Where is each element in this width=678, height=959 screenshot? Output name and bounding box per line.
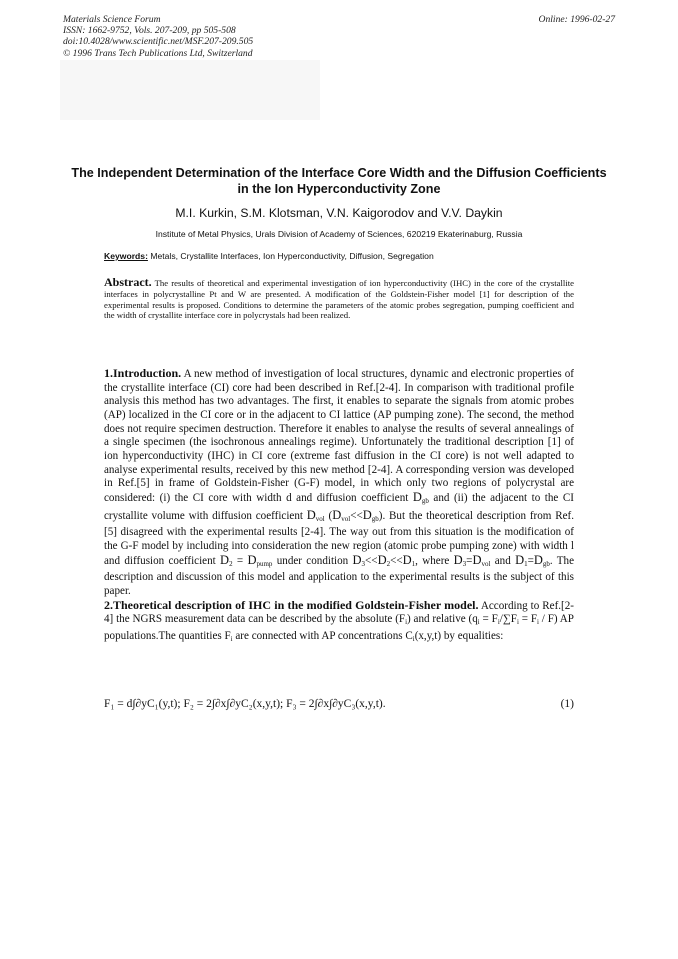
online-date: Online: 1996-02-27: [538, 14, 615, 25]
section-introduction: 1.Introduction. A new method of investigation of local structures, dynamic and electronic properties of the crystallite interface (CI) core had been described in Ref.[2-4]. In comparison with traditional profile analysis this method has two advantages. The first, it enables to separate the signals from atomic probes (AP) localized in the CI core or in the adjacent to CI lattice (AP pumping zone). The second, the method does not require specimen destruction. Therefore it enables to analyse the results of several annealings of a single specimen (the isochronous annealings regime). Unfortunately the traditional description [1] of ion hyperconductivity (IHC) in CI core (extreme fast diffusion in the CI core) is not well adapted to analyse experimental results, received by this new method [2-4]. A corresponding version was developed in Ref.[5] in frame of Goldstein-Fisher (G-F) model, in which only two regions of polycrystal are considered: (i) the CI core with width d and diffusion coefficient $D_{gb}$ and (ii) the adjacent to the CI crystallite volume with diffusion coefficient $D_{vol}$ $(D_{vol}<<D_{gb})$. But the theoretical description from Ref.[5] disagreed with the experimental results [2-4]. The way out from this situation is the modification of the G-F model by including into consideration the new region (atomic probe pumping zone) with width l and diffusion coefficient $D_2 = D_{pump}$ under condition $D_3<<D_2<<D_1$, where $D_3=D_{vol}$ and $D_1=D_{gb}$. The description and discussion of this model and application to the experimental results is the subject of this paper.: [104, 366, 575, 597]
abstract: [104, 277, 574, 321]
keywords-line: [104, 251, 434, 261]
paper-affiliation: Institute of Metal Physics, Urals Division of Academy of Sciences, 620219 Ekaterinaburg, Russia: [155, 229, 523, 239]
body-text: [104, 367, 574, 646]
paper-authors: M.I. Kurkin, S.M. Klotsman, V.N. Kaigorodov and V.V. Daykin: [175, 206, 503, 220]
keywords-label: Keywords:: [104, 251, 148, 261]
doi-line[interactable]: doi:10.4028/www.scientific.net/MSF.207-209.505: [63, 36, 254, 48]
equation-text: F₁ = d∫∂yC₁(y,t); F₂ = 2∫∂x∫∂yC₂(x,y,t); F₃ = 2∫∂x∫∂yC₃(x,y,t).: [104, 698, 386, 710]
section-theory: 2.Theoretical description of IHC in the modified Goldstein-Fisher model. According to Ref.[2-4] the NGRS measurement data can be described by the absolute $(F_i)$ and relative $(q_i = F_i/\sum F_i = F_i / F)$ AP populations.The quantities $F_i$ are connected with AP concentrations $C_i(x,y,t)$ by equalities:: [104, 597, 574, 643]
issn-line: ISSN: 1662-9752, Vols. 207-209, pp 505-508: [63, 25, 236, 37]
abstract-text: The results of theoretical and experimental investigation of ion hyperconductivity (IHC) in the core of the crystallite interfaces in polycrystalline Pt and W are presented. A modification of the Goldstein-Fisher model [1] for description of the experimental results is proposed. Conditions to determine the parameters of the atomic probes segregation, pumping coefficient and the width of crystallite interface core in polycrystals had been realized.: [104, 278, 575, 321]
journal-meta: [63, 14, 253, 59]
copyright-line: © 1996 Trans Tech Publications Ltd, Switzerland: [63, 47, 253, 59]
journal-name: Materials Science Forum: [63, 14, 161, 25]
section1-heading: 1.Introduction.: [104, 366, 182, 380]
abstract-heading: Abstract.: [104, 275, 152, 289]
paper-title: The Independent Determination of the Interface Core Width and the Diffusion Coefficients in the Ion Hyperconductivity Zone: [71, 166, 607, 196]
keywords-text: Metals, Crystallite Interfaces, Ion Hyperconductivity, Diffusion, Segregation: [150, 251, 434, 261]
watermark-logo: [60, 60, 320, 120]
section2-heading: 2.Theoretical description of IHC in the modified Goldstein-Fisher model.: [104, 597, 479, 612]
equation-number: (1): [560, 698, 574, 710]
equation-1: [104, 698, 574, 718]
